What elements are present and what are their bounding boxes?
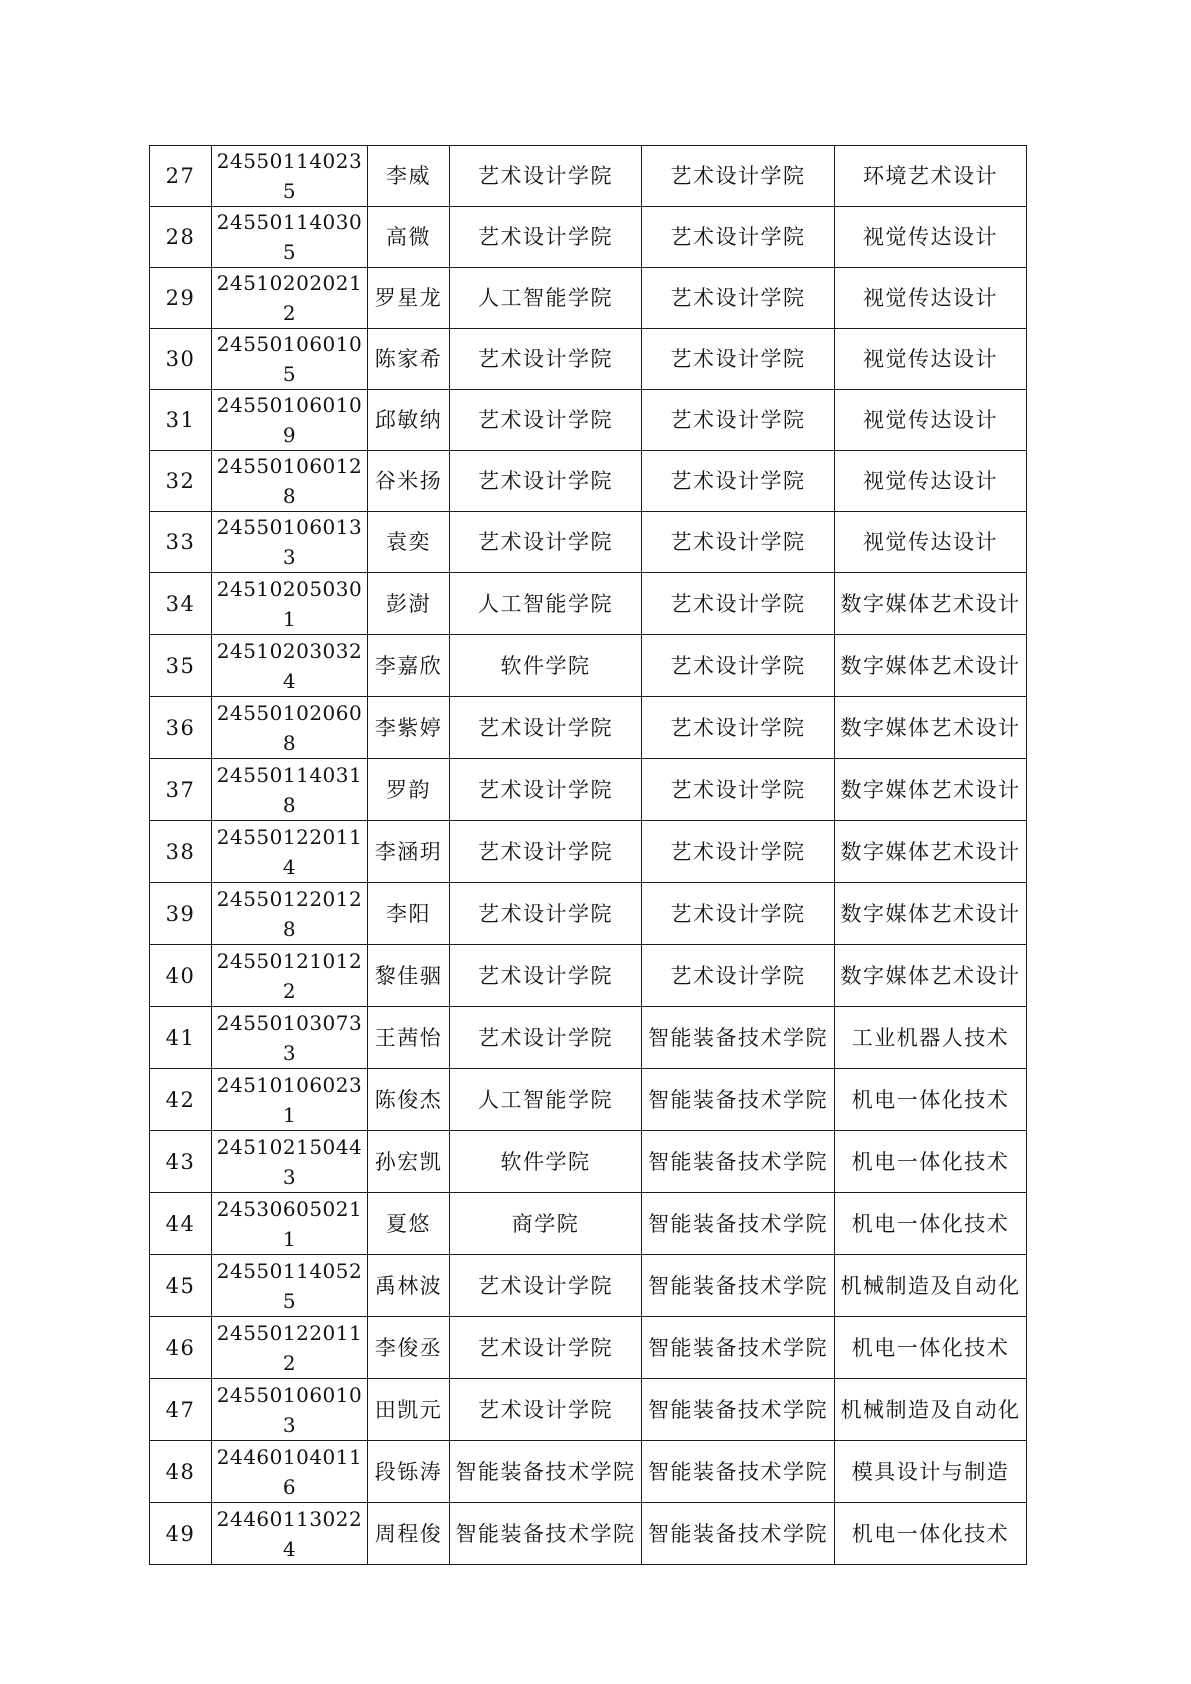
cell-major: 环境艺术设计 (835, 146, 1027, 207)
cell-no: 38 (150, 821, 212, 883)
cell-name: 邱敏纳 (368, 390, 450, 451)
cell-to-college: 艺术设计学院 (642, 759, 835, 821)
cell-name: 陈家希 (368, 329, 450, 390)
table-row (150, 390, 1027, 451)
cell-student-id: 244601040116 (212, 1441, 368, 1503)
cell-from-college: 艺术设计学院 (450, 390, 642, 451)
table-row (150, 1131, 1027, 1193)
table-row (150, 451, 1027, 512)
table-row (150, 945, 1027, 1007)
cell-to-college: 艺术设计学院 (642, 883, 835, 945)
cell-major: 数字媒体艺术设计 (835, 635, 1027, 697)
cell-to-college: 智能装备技术学院 (642, 1503, 835, 1565)
cell-student-id: 245501060128 (212, 451, 368, 512)
cell-from-college: 艺术设计学院 (450, 697, 642, 759)
cell-to-college: 艺术设计学院 (642, 207, 835, 268)
cell-major: 机电一体化技术 (835, 1069, 1027, 1131)
cell-student-id: 245501140318 (212, 759, 368, 821)
cell-to-college: 艺术设计学院 (642, 697, 835, 759)
cell-from-college: 人工智能学院 (450, 1069, 642, 1131)
cell-name: 李紫婷 (368, 697, 450, 759)
cell-from-college: 软件学院 (450, 635, 642, 697)
cell-major: 数字媒体艺术设计 (835, 759, 1027, 821)
cell-student-id: 245501020608 (212, 697, 368, 759)
cell-no: 28 (150, 207, 212, 268)
table-row (150, 1007, 1027, 1069)
table-row (150, 1193, 1027, 1255)
cell-major: 机械制造及自动化 (835, 1255, 1027, 1317)
cell-no: 35 (150, 635, 212, 697)
cell-major: 机电一体化技术 (835, 1317, 1027, 1379)
cell-to-college: 智能装备技术学院 (642, 1007, 835, 1069)
cell-major: 视觉传达设计 (835, 512, 1027, 573)
cell-name: 李俊丞 (368, 1317, 450, 1379)
cell-to-college: 艺术设计学院 (642, 451, 835, 512)
cell-name: 李涵玥 (368, 821, 450, 883)
cell-from-college: 艺术设计学院 (450, 451, 642, 512)
cell-major: 机械制造及自动化 (835, 1379, 1027, 1441)
table-row (150, 146, 1027, 207)
cell-major: 数字媒体艺术设计 (835, 697, 1027, 759)
cell-student-id: 245501060103 (212, 1379, 368, 1441)
cell-major: 视觉传达设计 (835, 390, 1027, 451)
cell-from-college: 艺术设计学院 (450, 1007, 642, 1069)
cell-name: 李阳 (368, 883, 450, 945)
table-row (150, 1317, 1027, 1379)
cell-name: 高微 (368, 207, 450, 268)
cell-student-id: 245501060133 (212, 512, 368, 573)
cell-no: 44 (150, 1193, 212, 1255)
cell-name: 罗韵 (368, 759, 450, 821)
table-row (150, 635, 1027, 697)
cell-no: 29 (150, 268, 212, 329)
cell-from-college: 艺术设计学院 (450, 821, 642, 883)
cell-student-id: 245501030733 (212, 1007, 368, 1069)
cell-student-id: 245102030324 (212, 635, 368, 697)
cell-no: 36 (150, 697, 212, 759)
table-row (150, 883, 1027, 945)
cell-no: 30 (150, 329, 212, 390)
table-row (150, 697, 1027, 759)
cell-name: 袁奕 (368, 512, 450, 573)
cell-no: 37 (150, 759, 212, 821)
cell-student-id: 245102150443 (212, 1131, 368, 1193)
cell-student-id: 245501060109 (212, 390, 368, 451)
cell-major: 数字媒体艺术设计 (835, 945, 1027, 1007)
cell-student-id: 245501140525 (212, 1255, 368, 1317)
cell-student-id: 245501140235 (212, 146, 368, 207)
cell-from-college: 艺术设计学院 (450, 329, 642, 390)
cell-name: 李嘉欣 (368, 635, 450, 697)
roster-table (149, 145, 1027, 1565)
cell-to-college: 智能装备技术学院 (642, 1441, 835, 1503)
cell-major: 视觉传达设计 (835, 451, 1027, 512)
cell-from-college: 艺术设计学院 (450, 883, 642, 945)
table-row (150, 207, 1027, 268)
cell-name: 李威 (368, 146, 450, 207)
cell-from-college: 智能装备技术学院 (450, 1441, 642, 1503)
cell-from-college: 艺术设计学院 (450, 1255, 642, 1317)
table-row (150, 1503, 1027, 1565)
cell-student-id: 245101060231 (212, 1069, 368, 1131)
cell-major: 视觉传达设计 (835, 329, 1027, 390)
cell-from-college: 艺术设计学院 (450, 146, 642, 207)
cell-student-id: 245501140305 (212, 207, 368, 268)
cell-name: 彭澍 (368, 573, 450, 635)
cell-to-college: 智能装备技术学院 (642, 1317, 835, 1379)
table-row (150, 1441, 1027, 1503)
table-row (150, 1255, 1027, 1317)
cell-to-college: 艺术设计学院 (642, 390, 835, 451)
cell-to-college: 智能装备技术学院 (642, 1069, 835, 1131)
cell-from-college: 艺术设计学院 (450, 1379, 642, 1441)
cell-name: 谷米扬 (368, 451, 450, 512)
cell-to-college: 艺术设计学院 (642, 512, 835, 573)
cell-to-college: 艺术设计学院 (642, 821, 835, 883)
roster-sheet (149, 145, 1026, 1565)
table-row (150, 1069, 1027, 1131)
cell-from-college: 智能装备技术学院 (450, 1503, 642, 1565)
cell-no: 47 (150, 1379, 212, 1441)
cell-name: 田凯元 (368, 1379, 450, 1441)
cell-no: 43 (150, 1131, 212, 1193)
cell-from-college: 艺术设计学院 (450, 512, 642, 573)
cell-student-id: 245501220128 (212, 883, 368, 945)
cell-name: 罗星龙 (368, 268, 450, 329)
cell-from-college: 艺术设计学院 (450, 945, 642, 1007)
table-row (150, 821, 1027, 883)
cell-student-id: 245501210122 (212, 945, 368, 1007)
cell-no: 33 (150, 512, 212, 573)
cell-no: 45 (150, 1255, 212, 1317)
cell-name: 周程俊 (368, 1503, 450, 1565)
cell-name: 王茜怡 (368, 1007, 450, 1069)
cell-from-college: 艺术设计学院 (450, 1317, 642, 1379)
cell-name: 黎佳骃 (368, 945, 450, 1007)
cell-student-id: 245102050301 (212, 573, 368, 635)
table-row (150, 512, 1027, 573)
cell-from-college: 商学院 (450, 1193, 642, 1255)
cell-to-college: 艺术设计学院 (642, 146, 835, 207)
cell-no: 49 (150, 1503, 212, 1565)
cell-student-id: 244601130224 (212, 1503, 368, 1565)
cell-no: 41 (150, 1007, 212, 1069)
cell-name: 陈俊杰 (368, 1069, 450, 1131)
cell-no: 34 (150, 573, 212, 635)
cell-name: 禹林波 (368, 1255, 450, 1317)
cell-major: 机电一体化技术 (835, 1193, 1027, 1255)
cell-no: 48 (150, 1441, 212, 1503)
cell-major: 机电一体化技术 (835, 1503, 1027, 1565)
table-row (150, 268, 1027, 329)
cell-major: 视觉传达设计 (835, 207, 1027, 268)
cell-to-college: 智能装备技术学院 (642, 1131, 835, 1193)
cell-name: 段铄涛 (368, 1441, 450, 1503)
cell-major: 模具设计与制造 (835, 1441, 1027, 1503)
table-row (150, 329, 1027, 390)
cell-major: 数字媒体艺术设计 (835, 573, 1027, 635)
table-row (150, 1379, 1027, 1441)
cell-name: 夏悠 (368, 1193, 450, 1255)
table-row (150, 573, 1027, 635)
cell-no: 40 (150, 945, 212, 1007)
cell-to-college: 智能装备技术学院 (642, 1255, 835, 1317)
cell-major: 机电一体化技术 (835, 1131, 1027, 1193)
cell-major: 工业机器人技术 (835, 1007, 1027, 1069)
cell-student-id: 245102020212 (212, 268, 368, 329)
cell-name: 孙宏凯 (368, 1131, 450, 1193)
cell-to-college: 艺术设计学院 (642, 329, 835, 390)
cell-from-college: 人工智能学院 (450, 268, 642, 329)
cell-to-college: 智能装备技术学院 (642, 1379, 835, 1441)
cell-major: 数字媒体艺术设计 (835, 883, 1027, 945)
cell-student-id: 245501060105 (212, 329, 368, 390)
cell-to-college: 艺术设计学院 (642, 945, 835, 1007)
cell-no: 42 (150, 1069, 212, 1131)
cell-from-college: 艺术设计学院 (450, 207, 642, 268)
table-row (150, 759, 1027, 821)
cell-to-college: 艺术设计学院 (642, 268, 835, 329)
cell-no: 46 (150, 1317, 212, 1379)
cell-to-college: 艺术设计学院 (642, 573, 835, 635)
cell-student-id: 245306050211 (212, 1193, 368, 1255)
cell-no: 39 (150, 883, 212, 945)
cell-student-id: 245501220114 (212, 821, 368, 883)
cell-to-college: 智能装备技术学院 (642, 1193, 835, 1255)
cell-student-id: 245501220112 (212, 1317, 368, 1379)
cell-to-college: 艺术设计学院 (642, 635, 835, 697)
cell-from-college: 软件学院 (450, 1131, 642, 1193)
cell-from-college: 人工智能学院 (450, 573, 642, 635)
cell-major: 数字媒体艺术设计 (835, 821, 1027, 883)
cell-from-college: 艺术设计学院 (450, 759, 642, 821)
cell-no: 31 (150, 390, 212, 451)
cell-major: 视觉传达设计 (835, 268, 1027, 329)
cell-no: 27 (150, 146, 212, 207)
cell-no: 32 (150, 451, 212, 512)
